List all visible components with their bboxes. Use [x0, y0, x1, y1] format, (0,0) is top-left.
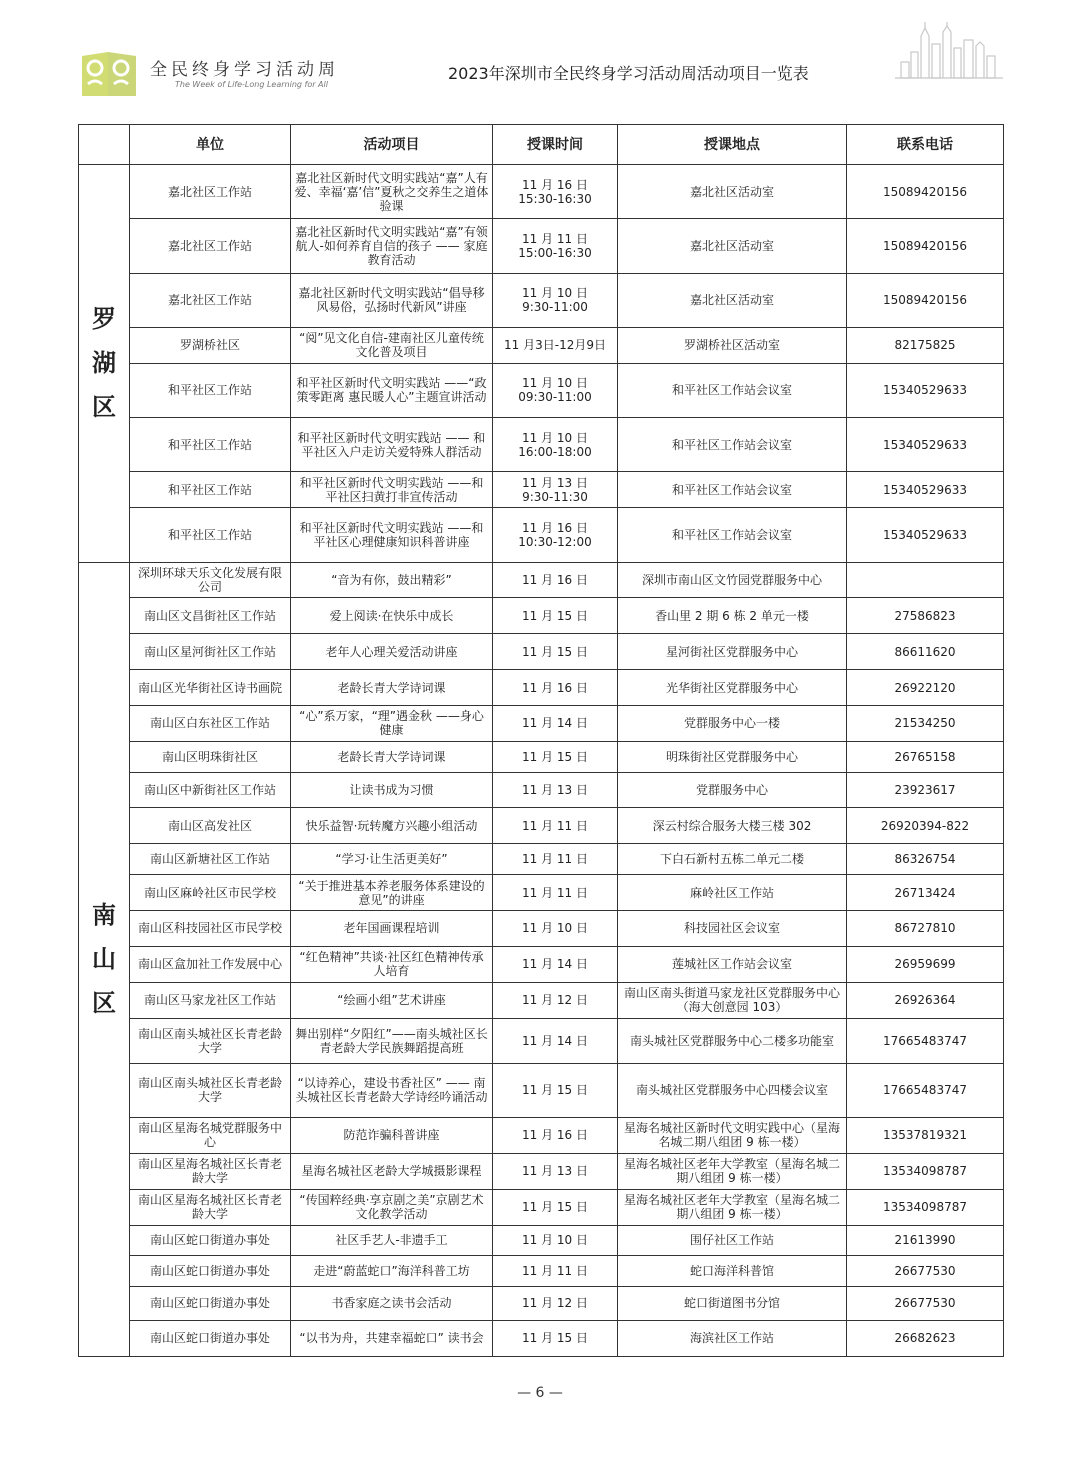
table-row [79, 875, 1004, 911]
cell-activity: 快乐益智·玩转魔方兴趣小组活动 [291, 808, 493, 844]
cell-phone: 13537819321 [847, 1117, 1004, 1153]
cell-place: 蛇口海洋科普馆 [618, 1256, 847, 1287]
cell-activity: “传国粹经典·享京剧之美”京剧艺术文化教学活动 [291, 1189, 493, 1225]
cell-phone: 26920394-822 [847, 808, 1004, 844]
cell-phone: 21613990 [847, 1225, 1004, 1256]
cell-phone: 15089420156 [847, 165, 1004, 219]
cell-place: 深圳市南山区文竹园党群服务中心 [618, 562, 847, 598]
table-row [79, 1063, 1004, 1117]
cell-place: 罗湖桥社区活动室 [618, 327, 847, 363]
cell-activity: 老年国画课程培训 [291, 910, 493, 946]
cell-time: 11 月 16 日 10:30-12:00 [493, 508, 618, 562]
table-row [79, 946, 1004, 982]
cell-place: 科技园社区会议室 [618, 910, 847, 946]
cell-place: 星海名城社区新时代文明实践中心（星海名城二期八组团 9 栋一楼） [618, 1117, 847, 1153]
cell-time: 11 月 14 日 [493, 1018, 618, 1063]
cell-unit: 南山区蛇口街道办事处 [130, 1320, 291, 1356]
table-row [79, 165, 1004, 219]
table-row [79, 273, 1004, 327]
page-title: 2023年深圳市全民终身学习活动周活动项目一览表 [448, 64, 809, 83]
cell-phone: 26765158 [847, 741, 1004, 772]
cell-unit: 南山区中新街社区工作站 [130, 772, 291, 808]
cell-phone: 17665483747 [847, 1018, 1004, 1063]
table-row [79, 472, 1004, 508]
cell-phone: 13534098787 [847, 1153, 1004, 1189]
cell-place: 嘉北社区活动室 [618, 219, 847, 273]
header-place: 授课地点 [618, 125, 847, 165]
cell-unit: 南山区盒加社工作发展中心 [130, 946, 291, 982]
cell-activity: 嘉北社区新时代文明实践站“倡导移风易俗，弘扬时代新风”讲座 [291, 273, 493, 327]
table-row [79, 508, 1004, 562]
cell-time: 11 月 16 日 [493, 562, 618, 598]
cell-place: 和平社区工作站会议室 [618, 418, 847, 472]
cell-phone: 27586823 [847, 598, 1004, 634]
cell-time: 11 月 10 日 [493, 910, 618, 946]
cell-time: 11 月 11 日 [493, 875, 618, 911]
cell-time: 11 月 13 日 9:30-11:30 [493, 472, 618, 508]
cell-place: 南头城社区党群服务中心四楼会议室 [618, 1063, 847, 1117]
table-row [79, 1189, 1004, 1225]
cell-time: 11 月 10 日 16:00-18:00 [493, 418, 618, 472]
cell-unit: 南山区高发社区 [130, 808, 291, 844]
table-row [79, 772, 1004, 808]
cell-unit: 南山区蛇口街道办事处 [130, 1286, 291, 1320]
cell-unit: 南山区光华街社区诗书画院 [130, 670, 291, 706]
header-activity: 活动项目 [291, 125, 493, 165]
cell-unit: 南山区蛇口街道办事处 [130, 1256, 291, 1287]
cell-phone: 82175825 [847, 327, 1004, 363]
cell-time: 11 月 10 日 09:30-11:00 [493, 363, 618, 417]
cell-place: 光华街社区党群服务中心 [618, 670, 847, 706]
cell-phone: 26959699 [847, 946, 1004, 982]
cell-time: 11 月 15 日 [493, 1189, 618, 1225]
cell-phone: 15089420156 [847, 219, 1004, 273]
table-row [79, 598, 1004, 634]
cell-unit: 南山区明珠街社区 [130, 741, 291, 772]
cell-activity: “以书为舟，共建幸福蛇口” 读书会 [291, 1320, 493, 1356]
cell-phone: 26713424 [847, 875, 1004, 911]
table-row [79, 1117, 1004, 1153]
cell-phone [847, 562, 1004, 598]
cell-time: 11 月 12 日 [493, 982, 618, 1018]
cell-place: 党群服务中心一楼 [618, 706, 847, 742]
cell-time: 11 月 15 日 [493, 1320, 618, 1356]
cell-unit: 和平社区工作站 [130, 472, 291, 508]
cell-place: 和平社区工作站会议室 [618, 472, 847, 508]
cell-phone: 26677530 [847, 1286, 1004, 1320]
cell-unit: 深圳环球天乐文化发展有限公司 [130, 562, 291, 598]
cell-time: 11 月 15 日 [493, 598, 618, 634]
cell-unit: 南山区科技园社区市民学校 [130, 910, 291, 946]
city-skyline-icon [895, 22, 1003, 80]
cell-place: 香山里 2 期 6 栋 2 单元一楼 [618, 598, 847, 634]
cell-time: 11 月 15 日 [493, 741, 618, 772]
cell-phone: 26677530 [847, 1256, 1004, 1287]
header-time: 授课时间 [493, 125, 618, 165]
cell-phone: 26926364 [847, 982, 1004, 1018]
cell-activity: 和平社区新时代文明实践站 ——“政策零距离 惠民暖人心”主题宣讲活动 [291, 363, 493, 417]
cell-place: 南头城社区党群服务中心二楼多功能室 [618, 1018, 847, 1063]
cell-unit: 南山区麻岭社区市民学校 [130, 875, 291, 911]
cell-time: 11 月 16 日 [493, 1117, 618, 1153]
cell-unit: 罗湖桥社区 [130, 327, 291, 363]
cell-time: 11 月 15 日 [493, 1063, 618, 1117]
cell-time: 11 月 14 日 [493, 706, 618, 742]
cell-unit: 和平社区工作站 [130, 508, 291, 562]
cell-place: 莲城社区工作站会议室 [618, 946, 847, 982]
cell-unit: 嘉北社区工作站 [130, 219, 291, 273]
lifelong-learning-logo-icon [78, 48, 140, 100]
cell-activity: 舞出别样“夕阳红”——南头城社区长青老龄大学民族舞蹈提高班 [291, 1018, 493, 1063]
table-row [79, 634, 1004, 670]
cell-unit: 南山区星海名城社区长青老龄大学 [130, 1189, 291, 1225]
header-phone: 联系电话 [847, 125, 1004, 165]
table-row [79, 1286, 1004, 1320]
cell-phone: 15340529633 [847, 508, 1004, 562]
cell-place: 南山区南头街道马家龙社区党群服务中心（海大创意园 103） [618, 982, 847, 1018]
table-row [79, 741, 1004, 772]
cell-phone: 15340529633 [847, 418, 1004, 472]
cell-activity: 嘉北社区新时代文明实践站“嘉”人有爱、幸福‘嘉’信”夏秋之交养生之道体验课 [291, 165, 493, 219]
cell-activity: 走进“蔚蓝蛇口”海洋科普工坊 [291, 1256, 493, 1287]
cell-time: 11 月 16 日 15:30-16:30 [493, 165, 618, 219]
cell-activity: 老龄长青大学诗词课 [291, 741, 493, 772]
cell-unit: 南山区星河街社区工作站 [130, 634, 291, 670]
cell-place: 星海名城社区老年大学教室（星海名城二期八组团 9 栋一楼） [618, 1153, 847, 1189]
table-row [79, 808, 1004, 844]
cell-time: 11 月 11 日 [493, 1256, 618, 1287]
table-row [79, 844, 1004, 875]
cell-time: 11 月 10 日 9:30-11:00 [493, 273, 618, 327]
cell-place: 嘉北社区活动室 [618, 273, 847, 327]
cell-activity: 老年人心理关爱活动讲座 [291, 634, 493, 670]
cell-place: 围仔社区工作站 [618, 1225, 847, 1256]
activity-schedule-table [78, 124, 1004, 1357]
cell-activity: “心”系万家，“理”遇金秋 ——身心健康 [291, 706, 493, 742]
table-row [79, 418, 1004, 472]
cell-phone: 86611620 [847, 634, 1004, 670]
cell-time: 11 月 16 日 [493, 670, 618, 706]
table-row [79, 670, 1004, 706]
cell-activity: 防范诈骗科普讲座 [291, 1117, 493, 1153]
cell-time: 11 月 11 日 [493, 808, 618, 844]
cell-phone: 23923617 [847, 772, 1004, 808]
cell-phone: 26922120 [847, 670, 1004, 706]
cell-phone: 13534098787 [847, 1189, 1004, 1225]
cell-unit: 南山区星海名城党群服务中心 [130, 1117, 291, 1153]
cell-activity: “以诗养心，建设书香社区” —— 南头城社区长青老龄大学诗经吟诵活动 [291, 1063, 493, 1117]
table-header-row [79, 125, 1004, 165]
cell-phone: 86326754 [847, 844, 1004, 875]
cell-place: 明珠街社区党群服务中心 [618, 741, 847, 772]
page-header [0, 0, 1080, 110]
brand-name-cn: 全民终身学习活动周 [150, 60, 339, 80]
brand-name-en: The Week of Life-Long Learning for All [175, 80, 328, 89]
table-row [79, 363, 1004, 417]
cell-phone: 15089420156 [847, 273, 1004, 327]
cell-unit: 南山区新塘社区工作站 [130, 844, 291, 875]
cell-time: 11 月 12 日 [493, 1286, 618, 1320]
cell-activity: 嘉北社区新时代文明实践站“嘉”有领航人-如何养育自信的孩子 —— 家庭教育活动 [291, 219, 493, 273]
page-number: — 6 — [517, 1385, 563, 1401]
cell-unit: 南山区蛇口街道办事处 [130, 1225, 291, 1256]
cell-unit: 南山区星海名城社区长青老龄大学 [130, 1153, 291, 1189]
cell-activity: 和平社区新时代文明实践站 —— 和平社区入户走访关爱特殊人群活动 [291, 418, 493, 472]
cell-phone: 17665483747 [847, 1063, 1004, 1117]
cell-place: 下白石新村五栋二单元二楼 [618, 844, 847, 875]
cell-time: 11 月 15 日 [493, 634, 618, 670]
cell-place: 星海名城社区老年大学教室（星海名城二期八组团 9 栋一楼） [618, 1189, 847, 1225]
cell-place: 星河街社区党群服务中心 [618, 634, 847, 670]
table-row [79, 910, 1004, 946]
cell-place: 蛇口街道图书分馆 [618, 1286, 847, 1320]
cell-place: 党群服务中心 [618, 772, 847, 808]
district-cell: 罗 湖 区 [79, 165, 130, 563]
cell-phone: 15340529633 [847, 363, 1004, 417]
cell-unit: 南山区南头城社区长青老龄大学 [130, 1018, 291, 1063]
cell-time: 11 月 11 日 15:00-16:30 [493, 219, 618, 273]
cell-unit: 南山区文昌街社区工作站 [130, 598, 291, 634]
cell-activity: “音为有你，鼓出精彩” [291, 562, 493, 598]
cell-activity: “学习·让生活更美好” [291, 844, 493, 875]
table-row [79, 1018, 1004, 1063]
table-row [79, 1256, 1004, 1287]
district-cell: 南 山 区 [79, 562, 130, 1356]
cell-activity: 爱上阅读·在快乐中成长 [291, 598, 493, 634]
cell-activity: “阅”见文化自信-建南社区儿童传统文化普及项目 [291, 327, 493, 363]
cell-activity: 让读书成为习惯 [291, 772, 493, 808]
cell-phone: 26682623 [847, 1320, 1004, 1356]
cell-unit: 嘉北社区工作站 [130, 165, 291, 219]
cell-unit: 南山区白东社区工作站 [130, 706, 291, 742]
cell-time: 11 月 14 日 [493, 946, 618, 982]
table-row [79, 327, 1004, 363]
cell-place: 深云村综合服务大楼三楼 302 [618, 808, 847, 844]
cell-place: 麻岭社区工作站 [618, 875, 847, 911]
cell-time: 11 月 13 日 [493, 772, 618, 808]
header-district [79, 125, 130, 165]
cell-time: 11 月 10 日 [493, 1225, 618, 1256]
table-row [79, 219, 1004, 273]
table-row [79, 562, 1004, 598]
cell-phone: 86727810 [847, 910, 1004, 946]
cell-activity: “关于推进基本养老服务体系建设的意见”的讲座 [291, 875, 493, 911]
cell-unit: 南山区南头城社区长青老龄大学 [130, 1063, 291, 1117]
cell-unit: 嘉北社区工作站 [130, 273, 291, 327]
cell-activity: 书香家庭之读书会活动 [291, 1286, 493, 1320]
table-row [79, 1225, 1004, 1256]
table-row [79, 1320, 1004, 1356]
cell-activity: 老龄长青大学诗词课 [291, 670, 493, 706]
cell-phone: 15340529633 [847, 472, 1004, 508]
cell-activity: 和平社区新时代文明实践站 ——和平社区心理健康知识科普讲座 [291, 508, 493, 562]
cell-place: 海滨社区工作站 [618, 1320, 847, 1356]
cell-phone: 21534250 [847, 706, 1004, 742]
table-row [79, 706, 1004, 742]
cell-time: 11 月 11 日 [493, 844, 618, 875]
cell-time: 11 月3日-12月9日 [493, 327, 618, 363]
cell-unit: 和平社区工作站 [130, 363, 291, 417]
table-row [79, 1153, 1004, 1189]
table-row [79, 982, 1004, 1018]
table-body [79, 165, 1004, 1357]
cell-unit: 南山区马家龙社区工作站 [130, 982, 291, 1018]
cell-place: 嘉北社区活动室 [618, 165, 847, 219]
cell-activity: “红色精神”共谈·社区红色精神传承人培育 [291, 946, 493, 982]
cell-place: 和平社区工作站会议室 [618, 508, 847, 562]
cell-activity: 社区手艺人-非遗手工 [291, 1225, 493, 1256]
cell-activity: 和平社区新时代文明实践站 ——和平社区扫黄打非宣传活动 [291, 472, 493, 508]
cell-activity: 星海名城社区老龄大学城摄影课程 [291, 1153, 493, 1189]
header-unit: 单位 [130, 125, 291, 165]
cell-time: 11 月 13 日 [493, 1153, 618, 1189]
cell-place: 和平社区工作站会议室 [618, 363, 847, 417]
cell-activity: “绘画小组”艺术讲座 [291, 982, 493, 1018]
cell-unit: 和平社区工作站 [130, 418, 291, 472]
